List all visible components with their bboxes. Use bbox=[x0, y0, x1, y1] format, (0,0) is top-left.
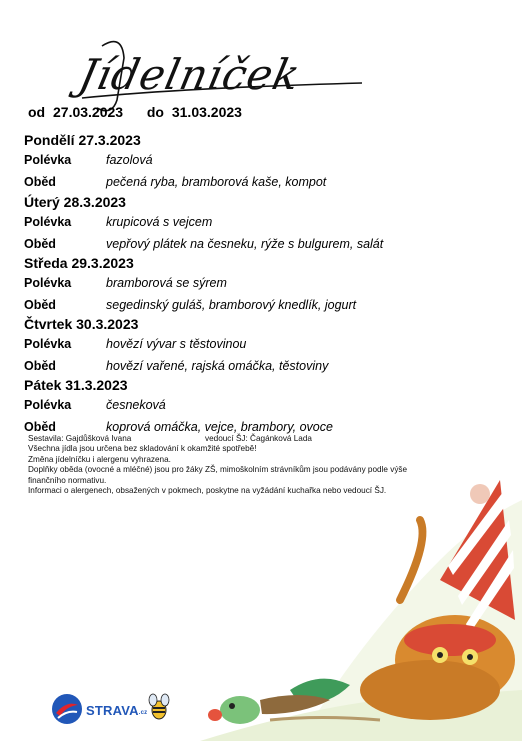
range-to-prefix: do bbox=[146, 104, 164, 120]
day-friday bbox=[24, 375, 494, 437]
range-from-prefix: od bbox=[28, 104, 46, 120]
note-line: finančního normativu. bbox=[28, 475, 107, 485]
head-of-canteen: vedoucí ŠJ: Čagánková Lada bbox=[205, 434, 312, 443]
footer-notes bbox=[28, 434, 428, 496]
note-line: Změna jídelníčku i alergenu vyhrazena. bbox=[28, 454, 171, 464]
lunch-value: segedinský guláš, bramborový knedlík, jogurt bbox=[106, 298, 357, 312]
logo-text: $STRAVA_{.cz}$ bbox=[86, 703, 148, 718]
range-from: 27.03.2023 bbox=[53, 104, 124, 120]
page-title bbox=[62, 28, 342, 108]
day-title: Středa 29.3.2023 bbox=[24, 255, 134, 271]
day-title: Pondělí 27.3.2023 bbox=[24, 132, 141, 148]
note-line: Doplňky oběda (ovocné a mléčné) jsou pro žáky ZŠ, mimoškolním strávníkům jsou podávány podle výše bbox=[28, 465, 408, 475]
compiled-by: Sestavila: Gajdůšková Ivana bbox=[28, 434, 132, 443]
lunch-label: Oběd bbox=[24, 359, 56, 373]
day-title: Čtvrtek 30.3.2023 bbox=[24, 316, 139, 332]
lunch-value: pečená ryba, bramborová kaše, kompot bbox=[106, 175, 327, 189]
range-to: 31.03.2023 bbox=[171, 104, 242, 120]
lunch-value: vepřový plátek na česneku, rýže s bulgurem, salát bbox=[106, 237, 384, 251]
day-thursday bbox=[24, 314, 494, 376]
day-title: Pátek 31.3.2023 bbox=[24, 377, 128, 393]
soup-label: Polévka bbox=[24, 337, 72, 351]
soup-label: Polévka bbox=[24, 215, 72, 229]
soup-value: česneková bbox=[106, 398, 166, 412]
soup-label: Polévka bbox=[24, 276, 72, 290]
day-wednesday bbox=[24, 253, 494, 315]
day-monday bbox=[24, 130, 494, 192]
strava-logo-icon bbox=[50, 692, 84, 726]
lunch-value: hovězí vařené, rajská omáčka, těstoviny bbox=[106, 359, 329, 373]
soup-label: Polévka bbox=[24, 153, 72, 167]
lunch-label: Oběd bbox=[24, 237, 56, 251]
soup-value: hovězí vývar s těstovinou bbox=[106, 337, 247, 351]
lunch-value: koprová omáčka, vejce, brambory, ovoce bbox=[106, 420, 333, 434]
day-tuesday bbox=[24, 192, 494, 254]
note-line: Všechna jídla jsou určena bez skladování k okamžité spotřebě! bbox=[28, 444, 257, 454]
date-range bbox=[28, 104, 246, 120]
soup-value: krupicová s vejcem bbox=[106, 215, 213, 229]
lunch-label: Oběd bbox=[24, 420, 56, 434]
lunch-label: Oběd bbox=[24, 175, 56, 189]
note-line: Informaci o alergenech, obsažených v pokmech, poskytne na vyžádání kuchařka nebo vedoucí ŠJ. bbox=[28, 485, 387, 495]
lunch-label: Oběd bbox=[24, 298, 56, 312]
soup-value: fazolová bbox=[106, 153, 153, 167]
soup-value: bramborová se sýrem bbox=[106, 276, 227, 290]
bee-icon bbox=[148, 692, 170, 722]
day-title: Úterý 28.3.2023 bbox=[24, 194, 126, 210]
title-text: Jídelníček bbox=[74, 50, 305, 99]
soup-label: Polévka bbox=[24, 398, 72, 412]
